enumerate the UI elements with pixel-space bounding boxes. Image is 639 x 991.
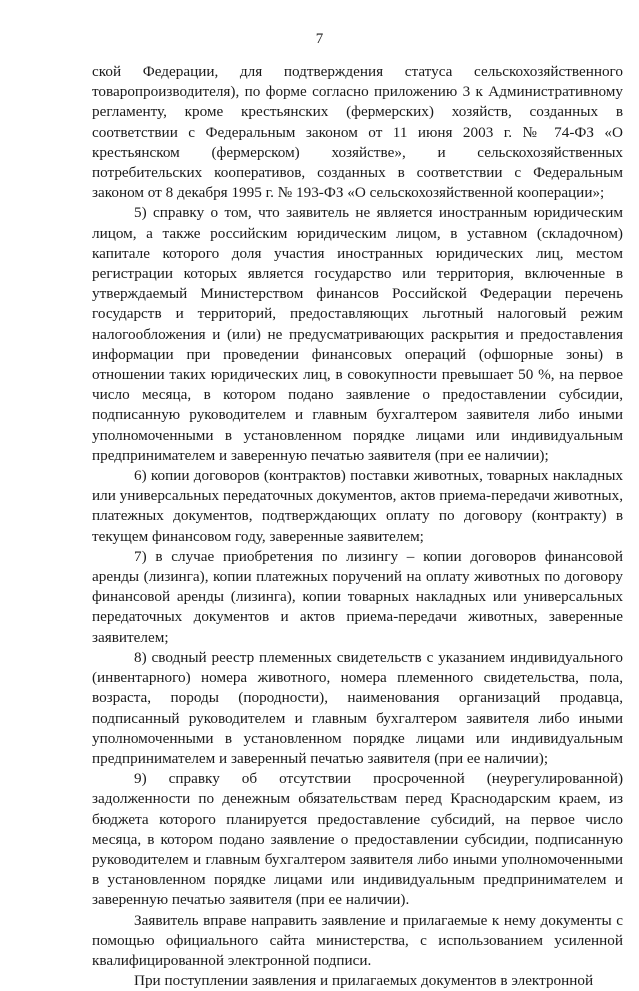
paragraph-electronic-submission: Заявитель вправе направить заявление и прилагаемые к нему документы с помощью официального сайта министерства, с использованием усиленной квалифицированной электронной подписи. <box>92 911 623 969</box>
paragraph-item-8: 8) сводный реестр племенных свидетельств с указанием индивидуального (инвентарного) номера животного, номера племенного свидетельства, пола, возраста, породы (породности), наименования организаций продавца, подписанный руководителем и главным бухгалтером заявителя либо иными уполномоченными в установленном порядке лицами или индивидуальным предпринимателем и заверенный печатью заявителя (при ее наличии); <box>92 648 623 767</box>
paragraph-continuation: ской Федерации, для подтверждения статуса сельскохозяйственного товаропроизводителя), по форме согласно приложению 3 к Административному регламенту, кроме крестьянских (фермерских) хозяйств, созданных в соответствии с Федеральным законом от 11 июня 2003 г. № 74-ФЗ «О крестьянском (фермерском) хозяйстве», и сельскохозяйственных потребительских кооперативов, созданных в соответствии с Федеральным законом от 8 декабря 1995 г. № 193-ФЗ «О сельскохозяйственной кооперации»; <box>92 63 623 202</box>
paragraph-item-7: 7) в случае приобретения по лизингу – копии договоров финансовой аренды (лизинга), копии платежных поручений на оплату животных по договору финансовой аренды (лизинга), копии товарных накладных или универсальных передаточных документов и актов приема-передачи животных, заверенные заявителем; <box>92 547 623 646</box>
paragraph-item-5: 5) справку о том, что заявитель не является иностранным юридическим лицом, а также российским юридическим лицом, в уставном (складочном) капитале которого доля участия иностранных юридических лиц, местом регистрации которых является государство или территория, включенные в утверждаемый Министерством финансов Российской Федерации перечень государств и территорий, предоставляющих льготный налоговый режим налогообложения и (или) не предусматривающих раскрытия и предоставления информации при проведении финансовых операций (офшорные зоны) в отношении таких юридических лиц, в совокупности превышает 50 %, на первое число месяца, в котором подано заявление о предоставлении субсидии, подписанную руководителем и главным бухгалтером заявителя либо иными уполномоченными в установленном порядке лицами или индивидуальным предпринимателем и заверенную печатью заявителя (при ее наличии); <box>92 204 623 464</box>
document-body <box>92 62 623 991</box>
paragraph-item-9: 9) справку об отсутствии просроченной (неурегулированной) задолженности по денежным обязательствам перед Краснодарским краем, из бюджета которого планируется предоставление субсидий, на первое число месяца, в котором подано заявление о предоставлении субсидии, подписанную руководителем и главным бухгалтером заявителя либо иными уполномоченными в установленном порядке лицами или индивидуальным предпринимателем и заверенную печатью заявителя (при ее наличии). <box>92 770 623 909</box>
page-number: 7 <box>315 31 324 47</box>
paragraph-item-6: 6) копии договоров (контрактов) поставки животных, товарных накладных или универсальных передаточных документов, актов приема-передачи животных, платежных документов, подтверждающих оплату по договору (контракту) в текущем финансовом году, заверенные заявителем; <box>92 467 623 545</box>
paragraph-receipt: При поступлении заявления и прилагаемых документов в электронной <box>134 972 594 990</box>
